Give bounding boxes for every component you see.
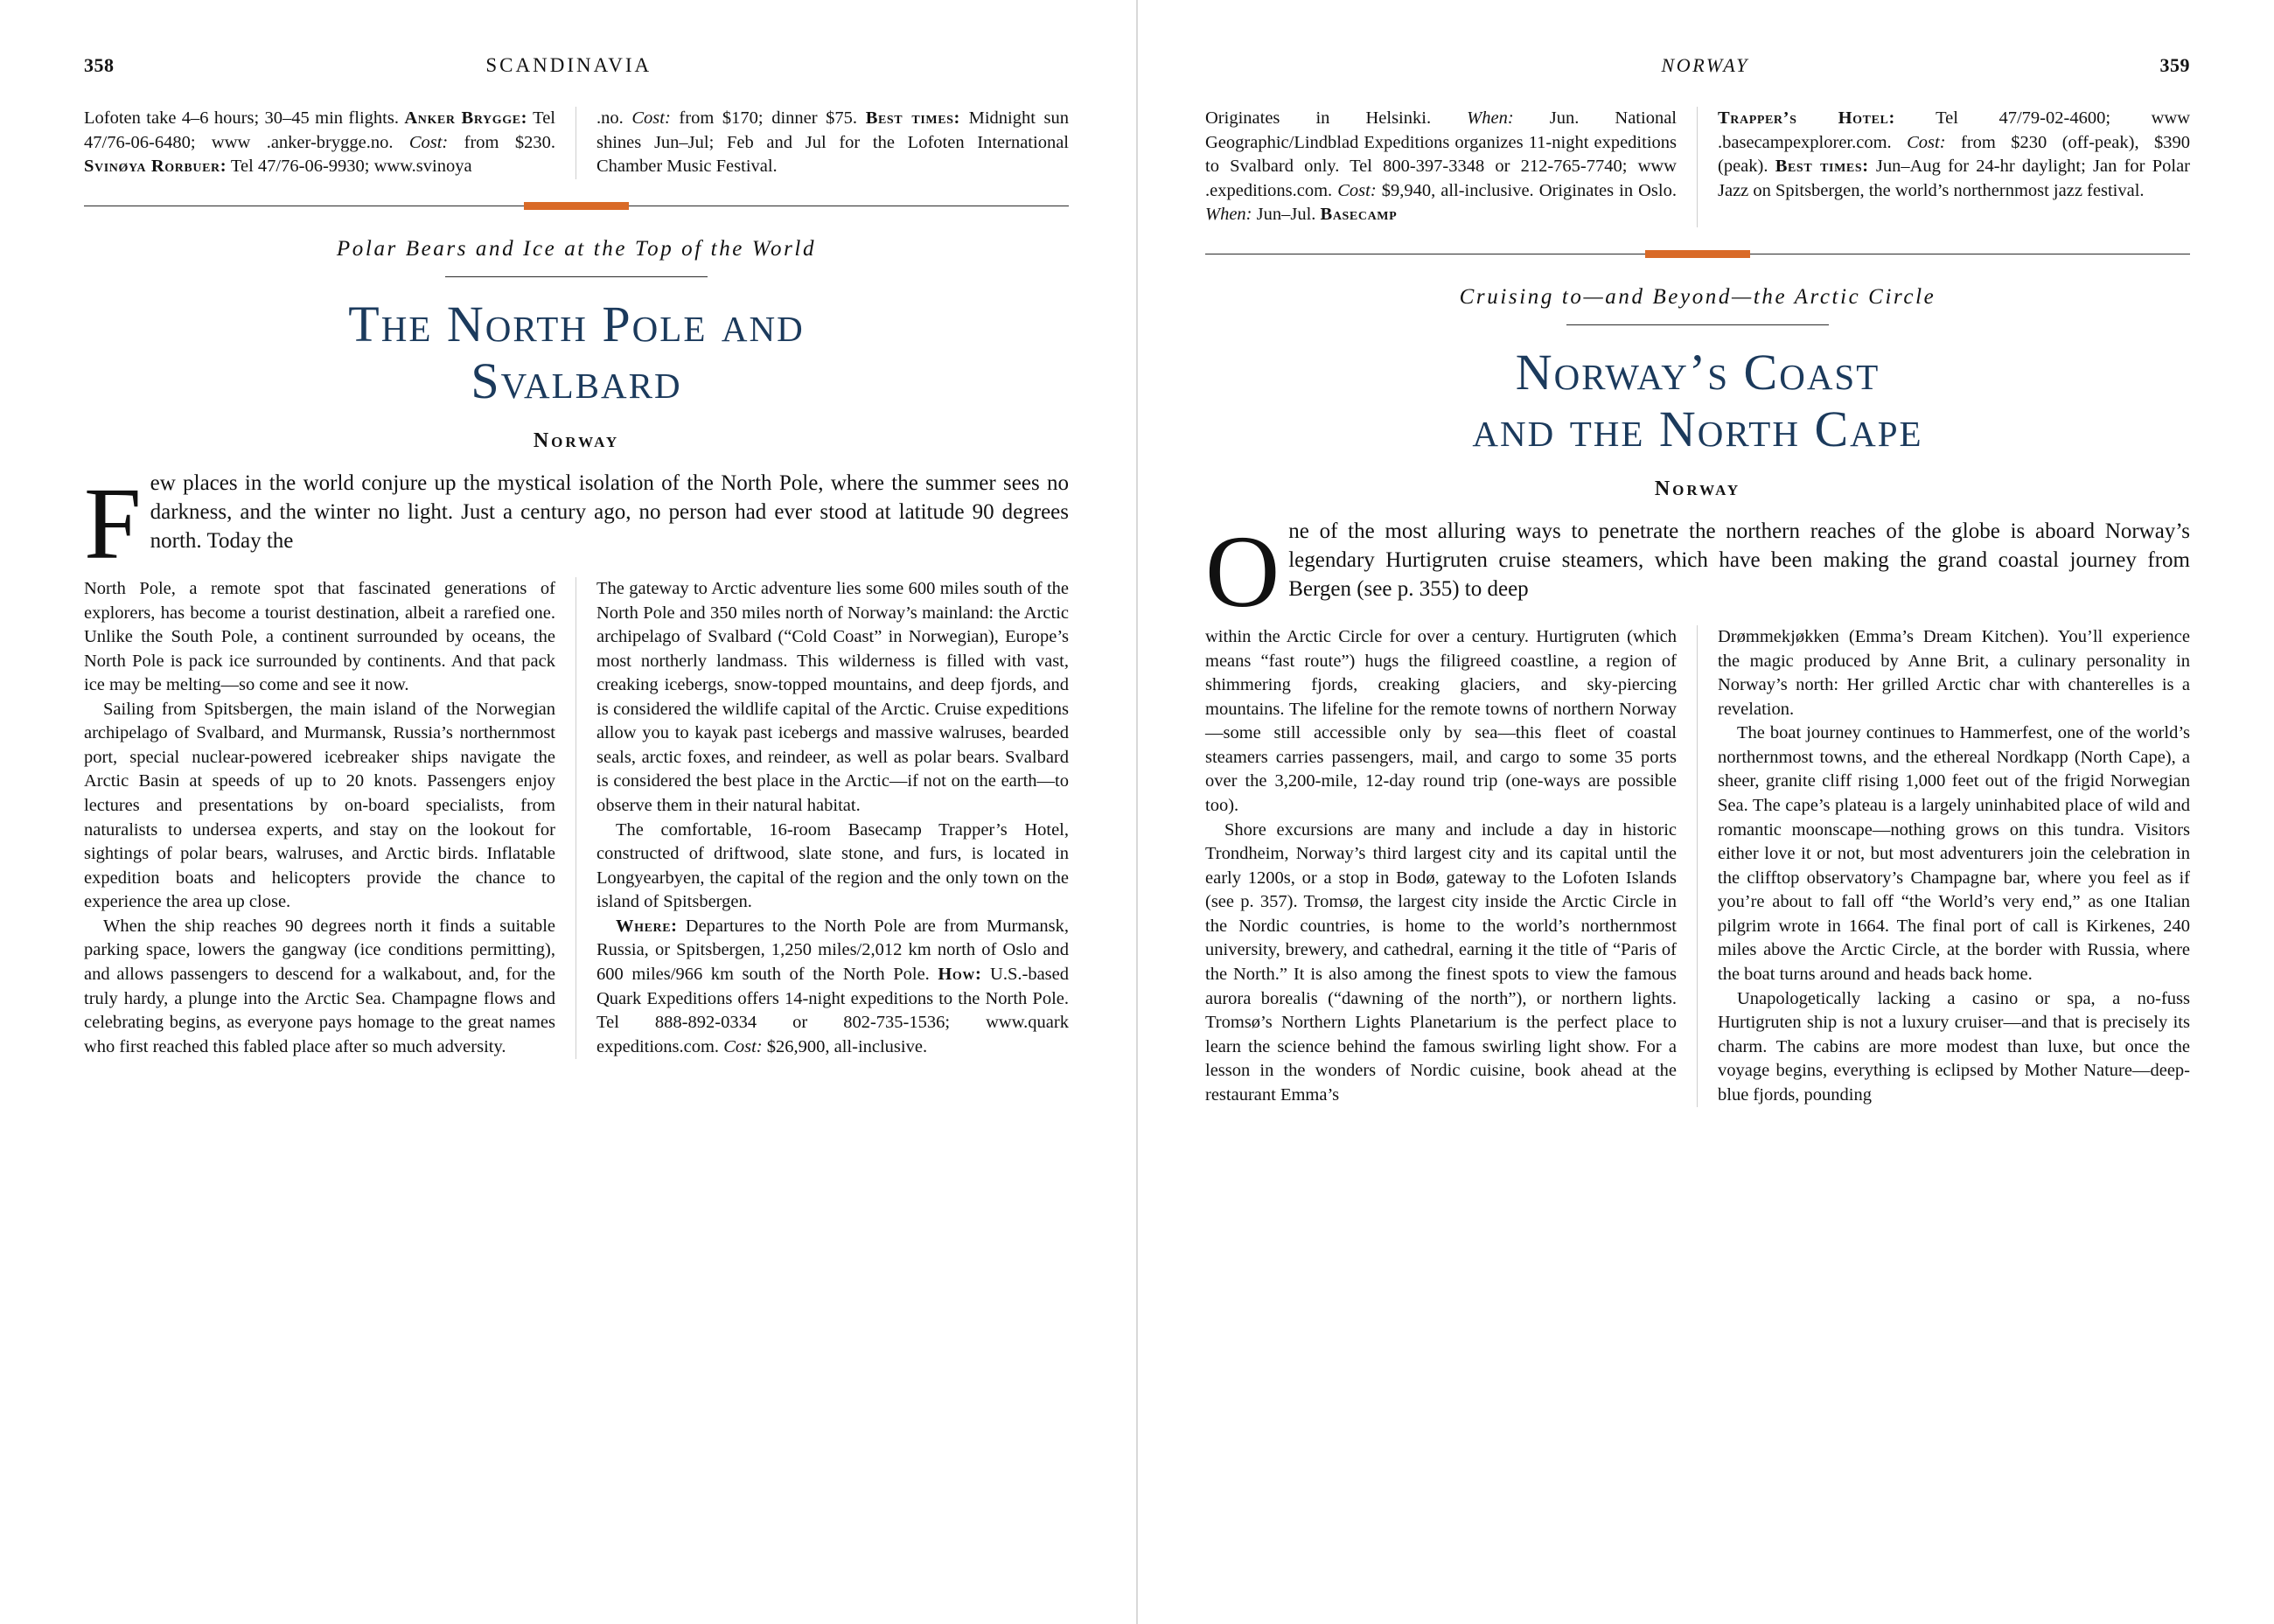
text-run: Originates in Helsinki. <box>1205 108 1468 128</box>
cost-label: Cost: <box>1337 180 1377 200</box>
kicker-text: Cruising to—and Beyond—the Arctic Circle <box>1459 284 1936 309</box>
left-feature-col-2 <box>576 577 1069 1059</box>
paragraph <box>1205 107 1677 227</box>
cost-label: Cost: <box>1907 132 1946 152</box>
cost-label: Cost: <box>631 108 671 128</box>
listing-name: Anker Brygge: <box>404 108 528 128</box>
section-name-right: NORWAY <box>1661 54 1749 76</box>
best-times-label: Best times: <box>865 108 960 128</box>
best-times-label: Best times: <box>1775 157 1869 177</box>
folio-right: 359 <box>2159 54 2190 76</box>
drop-cap: O <box>1205 513 1280 629</box>
feature-title-right <box>1205 345 2190 458</box>
text-run: Jun–Aug for 24-hr daylight; Jan for Polar Jazz on Spitsbergen, the world’s northernmost jazz festival. <box>1718 157 2190 200</box>
paragraph: When the ship reaches 90 degrees north it finds a suitable parking space, lowers the gangway (ice conditions permitting), and allows passengers to descend for a walkabout, and, for the truly hardy, a plunge into the Arctic Sea. Champagne flows and celebrating begins, as everyone pays homage to the great names who first reached this fabled place after so much adversity. <box>84 916 555 1056</box>
text-run: from $170; dinner $75. <box>670 108 866 128</box>
paragraph <box>84 107 555 179</box>
cost-label: Cost: <box>408 132 449 152</box>
text-run: Jun–Jul. <box>1252 205 1321 225</box>
text-run: Midnight sun shines Jun–Jul; Feb and Jul for the Lofoten International Chamber Music Festival. <box>596 108 1070 177</box>
where-label: Where: <box>616 916 678 936</box>
kicker-text: Polar Bears and Ice at the Top of the World <box>336 236 817 261</box>
paragraph: Drømmekjøkken (Emma’s Dream Kitchen). You’ll experience the magic produced by Anne Brit, a culinary personality in Norway’s north: Her grilled Arctic char with chanterelles is a revelation. <box>1718 627 2190 719</box>
when-label: When: <box>1205 205 1252 225</box>
paragraph: Shore excursions are many and include a day in historic Trondheim, Norway’s third largest city and its capital until the early 1200s, or a stop in Bodø, gateway to the Lofoten Islands (see p. 357). Tromsø, the largest city inside the Arctic Circle in the Nordic countries, is home to the world’s northernmost university, brewery, and cathedral, earning it the title of “Paris of the North.” It is also among the finest spots to view the famous aurora borealis (“dawning of the north”), or northern lights. Tromsø’s Northern Lights Planetarium is the perfect place to learn the science behind the famous swirling light show. For a lesson in the wonders of Nordic cuisine, book ahead at the restaurant Emma’s <box>1205 819 1677 1105</box>
feature-subtitle-right: Norway <box>1654 477 1741 500</box>
text-run: .no. <box>596 108 632 128</box>
text-run: Tel 47/76-06-9930; www.svinoya <box>227 157 472 177</box>
text-run: Tel 47/76-06-6480; www .anker-brygge.no. <box>84 108 555 152</box>
continued-text-right <box>1205 107 2190 227</box>
left-feature-col-1 <box>84 577 576 1059</box>
when-label: When: <box>1467 108 1514 128</box>
paragraph: within the Arctic Circle for over a century. Hurtigruten (which means “fast route”) hugs the filigreed coastline, a region of shimmering fjords, creaking glaciers, and sky-piercing mountains. The lifeline for the remote towns of northern Norway—some still accessible only by sea—this fleet of coastal steamers carries passengers, mail, and cargo to some 35 ports over the 3,200-mile, 12-day round trip (one-ways are possible too). <box>1205 627 1677 816</box>
title-line-2: and the North Cape <box>1472 400 1923 457</box>
section-name-left: SCANDINAVIA <box>485 54 652 76</box>
kicker-underline-left <box>445 276 708 277</box>
text-run: Lofoten take 4–6 hours; 30–45 min flights. <box>84 108 405 128</box>
drop-cap: F <box>84 465 142 581</box>
feature-kicker-left <box>84 237 1069 276</box>
paragraph: North Pole, a remote spot that fascinated generations of explorers, has become a tourist destination, albeit a rarefied one. Unlike the South Pole, a continent surrounded by oceans, the North Pole is pack ice surrounded by continents. And that pack ice may be melting—so come and see it now. <box>84 578 555 695</box>
cost-label: Cost: <box>723 1036 763 1056</box>
listing-name: Trapper’s Hotel: <box>1718 108 1895 128</box>
text-run: $26,900, all-inclusive. <box>762 1036 928 1056</box>
running-head-left <box>84 0 1069 107</box>
feature-body-right <box>1205 625 2190 1107</box>
right-col-2-continued <box>1698 107 2190 227</box>
left-col-1-continued <box>84 107 576 179</box>
right-col-1-continued <box>1205 107 1698 227</box>
text-run: Departures to the North Pole are from Murmansk, Russia, or Spitsbergen, 1,250 miles/2,012 km north of Oslo and 600 miles/966 km south of the North Pole. <box>596 916 1069 984</box>
feature-subtitle-left: Norway <box>533 429 620 452</box>
right-feature-col-2 <box>1698 625 2190 1107</box>
left-col-2-continued <box>576 107 1069 179</box>
text-run: from $230 (off-peak), $390 (peak). <box>1718 132 2191 177</box>
title-line-1: Norway’s Coast <box>1515 343 1880 401</box>
running-head-right <box>1205 0 2190 107</box>
continued-text-left <box>84 107 1069 179</box>
text-run: $9,940, all-inclusive. Originates in Oslo. <box>1376 180 1677 200</box>
how-label: How: <box>938 964 982 984</box>
paragraph: Unapologetically lacking a casino or spa, a no-fuss Hurtigruten ship is not a luxury cruiser—and that is precisely its charm. The cabins are more modest than luxe, but once the voyage begins, everything is eclipsed by Mother Nature—deep-blue fjords, pounding <box>1718 988 2190 1105</box>
text-run: from $230. <box>448 132 555 152</box>
folio-left: 358 <box>84 54 115 76</box>
intro-text: ew places in the world conjure up the mystical isolation of the North Pole, where the summer sees no darkness, and the winter no light. Just a century ago, no person had ever stood at latitude 90 degrees north. Today the <box>150 470 1069 554</box>
feature-intro-left <box>84 465 1069 581</box>
feature-divider-left <box>84 202 1069 211</box>
listing-name: Svinøya Rorbuer: <box>84 157 227 177</box>
paragraph: The gateway to Arctic adventure lies some 600 miles south of the North Pole and 350 miles north of Norway’s mainland: the Arctic archipelago of Svalbard (“Cold Coast” in Norwegian), Europe’s most northerly landmass. This wilderness is filled with vast, creaking icebergs, snow-topped mountains, and deep fjords, and is considered the wildlife capital of the Arctic. Cruise expeditions allow you to kayak past icebergs and massive walruses, bearded seals, arctic foxes, and reindeer, as well as polar bears. Svalbard is considered the best place in the Arctic—if not on the earth—to observe them in their natural habitat. <box>596 578 1069 816</box>
text-run: U.S.-based Quark Expeditions offers 14-night expeditions to the North Pole. Tel 888-892-0334 or 802-735-1536; www.quark expeditions.com. <box>596 964 1069 1056</box>
feature-kicker-right <box>1205 285 2190 324</box>
intro-text: ne of the most alluring ways to penetrate the northern reaches of the globe is aboard Norway’s legendary Hurtigruten cruise steamers, which have been making the grand coastal journey from Bergen (see p. 355) to deep <box>1288 519 2190 602</box>
feature-body-left <box>84 577 1069 1059</box>
paragraph <box>596 915 1069 1059</box>
paragraph: The boat journey continues to Hammerfest, one of the world’s northernmost towns, and the ethereal Nordkapp (North Cape), a sheer, granite cliff rising 1,000 feet out of the frigid Norwegian Sea. The cape’s plateau is a largely uninhabited place of wild and romantic moonscape—nothing grows on this tundra. Visitors either love it or not, but most adventurers join the celebration in the clifftop observatory’s Champagne bar, where you feel as if you’re about to fall off “the World’s very end,” as one Italian pilgrim wrote in 1664. The final port of call is Kirkenes, 240 miles above the Arctic Circle, at the border with Russia, where the boat turns around and heads back home. <box>1718 723 2190 984</box>
paragraph: The comfortable, 16-room Basecamp Trapper’s Hotel, constructed of driftwood, slate stone, and furs, is located in Longyearbyen, the capital of the region and the only town on the island of Spitsbergen. <box>596 819 1069 912</box>
title-line-1: The North Pole and <box>348 295 805 352</box>
feature-divider-right <box>1205 250 2190 259</box>
right-feature-col-1 <box>1205 625 1698 1107</box>
text-run: Tel 47/79-02-4600; www .basecampexplorer.com. <box>1718 108 2190 152</box>
page-right <box>1137 0 2274 1624</box>
feature-title-left <box>84 296 1069 410</box>
paragraph <box>596 107 1069 179</box>
text-run: Jun. National Geographic/Lindblad Expeditions organizes 11-night expeditions to Svalbard only. Tel 800-397-3348 or 212-765-7740; www .expeditions.com. <box>1205 108 1677 200</box>
listing-name: Basecamp <box>1320 205 1398 225</box>
kicker-underline-right <box>1566 324 1829 325</box>
paragraph <box>1718 107 2190 203</box>
accent-tab <box>524 202 629 210</box>
title-line-2: Svalbard <box>471 352 682 409</box>
accent-tab <box>1645 250 1750 258</box>
feature-intro-right <box>1205 513 2190 629</box>
paragraph: Sailing from Spitsbergen, the main island of the Norwegian archipelago of Svalbard, and Murmansk, Russia’s northernmost port, special nuclear-powered icebreaker ships navigate the Arctic Basin at speeds of up to 20 knots. Passengers enjoy lectures and presentations by on-board specialists, from naturalists to undersea experts, and stay on the lookout for sightings of polar bears, walruses, and Arctic birds. Inflatable expedition boats and helicopters provide the chance to experience the area up close. <box>84 699 555 912</box>
